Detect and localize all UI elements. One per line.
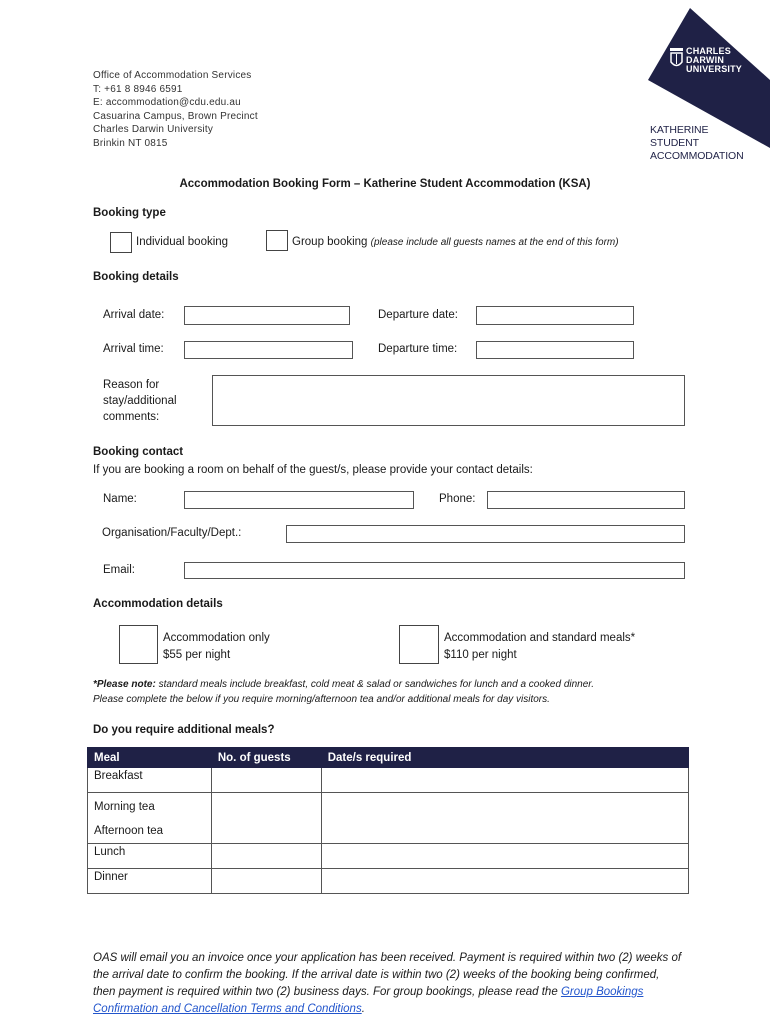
column-header-meal: Meal — [88, 748, 212, 768]
office-line: T: +61 8 8946 6591 — [93, 83, 183, 95]
email-label: Email: — [103, 564, 135, 576]
individual-booking-label: Individual booking — [136, 236, 229, 248]
column-header-guests: No. of guests — [211, 748, 321, 768]
guests-cell[interactable] — [211, 793, 321, 844]
arrival-date-field[interactable] — [184, 306, 350, 325]
shield-icon — [670, 48, 683, 70]
individual-booking-checkbox[interactable] — [110, 232, 132, 253]
dates-cell[interactable] — [321, 768, 688, 793]
booking-type-heading: Booking type — [93, 207, 166, 219]
logo-line: UNIVERSITY — [686, 64, 743, 74]
dates-cell[interactable] — [321, 793, 688, 844]
meal-label: Afternoon tea — [94, 825, 164, 837]
reason-line: comments: — [103, 411, 160, 423]
option-line: $55 per night — [163, 649, 231, 661]
email-field[interactable] — [184, 562, 685, 579]
option-line: $110 per night — [444, 649, 517, 661]
group-booking-note: (please include all guests names at the end of this form) — [370, 237, 619, 248]
option-line: Accommodation only — [163, 632, 270, 644]
arrival-date-label: Arrival date: — [103, 309, 165, 321]
office-line: Casuarina Campus, Brown Precinct — [93, 110, 258, 122]
table-row — [88, 793, 689, 844]
office-line: Charles Darwin University — [93, 124, 214, 135]
form-title: Accommodation Booking Form – Katherine Student Accommodation (KSA) — [179, 178, 591, 190]
office-line: Office of Accommodation Services — [93, 70, 252, 81]
arrival-time-field[interactable] — [184, 341, 353, 359]
guests-cell[interactable] — [211, 768, 321, 793]
reason-line: stay/additional — [103, 395, 177, 407]
meal-label: Morning tea — [94, 801, 155, 813]
group-bookings-terms-link[interactable]: Group Bookings Confirmation and Cancellation Terms and Conditions — [93, 986, 644, 1015]
name-field[interactable] — [184, 491, 414, 509]
meals-note — [93, 679, 594, 690]
meal-cell: Lunch — [88, 844, 212, 869]
logo-line: CHARLES — [686, 46, 731, 56]
departure-date-field[interactable] — [476, 306, 634, 325]
payment-info — [93, 950, 683, 1018]
guests-cell[interactable] — [211, 869, 321, 894]
additional-meals-heading: Do you require additional meals? — [93, 724, 275, 736]
accommodation-only-label — [163, 630, 270, 664]
dates-cell[interactable] — [321, 844, 688, 869]
group-booking-text: Group booking — [292, 236, 368, 248]
meal-cell: Dinner — [88, 869, 212, 894]
payment-end: . — [361, 1003, 365, 1015]
meal-cell — [88, 793, 212, 844]
organisation-label: Organisation/Faculty/Dept.: — [102, 527, 242, 539]
phone-field[interactable] — [487, 491, 685, 509]
booking-contact-intro: If you are booking a room on behalf of the guest/s, please provide your contact details: — [93, 464, 533, 476]
dates-cell[interactable] — [321, 869, 688, 894]
option-line: Accommodation and standard meals* — [444, 632, 636, 644]
ksa-wordmark — [650, 124, 744, 163]
accommodation-meals-label — [444, 630, 635, 664]
ksa-line: KATHERINE — [650, 124, 709, 136]
meals-note-text: standard meals include breakfast, cold meat & salad or sandwiches for lunch and a cooked dinner. — [155, 679, 595, 690]
departure-time-label: Departure time: — [378, 343, 458, 355]
logo-wordmark — [686, 47, 742, 74]
table-row — [88, 768, 689, 793]
reason-textarea[interactable] — [212, 375, 685, 426]
booking-contact-heading: Booking contact — [93, 446, 184, 458]
reason-label — [103, 377, 177, 425]
accommodation-meals-checkbox[interactable] — [399, 625, 439, 664]
table-row — [88, 869, 689, 894]
departure-date-label: Departure date: — [378, 309, 458, 321]
accommodation-details-heading: Accommodation details — [93, 598, 223, 610]
payment-text: OAS will email you an invoice once your application has been received. Payment is required within two (2) weeks of the arrival date to confirm the booking. If the arrival date is within two (2) weeks of the booking being confirmed, then payment is required within two (2) business days. For group bookings, please read the — [93, 952, 682, 998]
meals-note-bold: *Please note: — [93, 679, 156, 690]
ksa-line: STUDENT — [650, 137, 699, 149]
table-row — [88, 844, 689, 869]
office-line: Brinkin NT 0815 — [93, 137, 168, 149]
meals-note-line2: Please complete the below if you require morning/afternoon tea and/or additional meals for day visitors. — [93, 694, 550, 705]
reason-line: Reason for — [103, 379, 160, 391]
phone-label: Phone: — [439, 493, 476, 505]
group-booking-label — [292, 236, 619, 248]
meal-cell: Breakfast — [88, 768, 212, 793]
organisation-field[interactable] — [286, 525, 685, 543]
logo-line: DARWIN — [686, 55, 725, 65]
departure-time-field[interactable] — [476, 341, 634, 359]
office-address — [93, 69, 258, 150]
meals-table — [87, 747, 689, 894]
group-booking-checkbox[interactable] — [266, 230, 288, 251]
booking-details-heading: Booking details — [93, 271, 179, 283]
table-header-row — [88, 748, 689, 768]
ksa-line: ACCOMMODATION — [650, 150, 744, 162]
name-label: Name: — [103, 493, 137, 505]
arrival-time-label: Arrival time: — [103, 343, 164, 355]
office-line: E: accommodation@cdu.edu.au — [93, 97, 241, 108]
column-header-dates: Date/s required — [321, 748, 688, 768]
guests-cell[interactable] — [211, 844, 321, 869]
accommodation-only-checkbox[interactable] — [119, 625, 158, 664]
